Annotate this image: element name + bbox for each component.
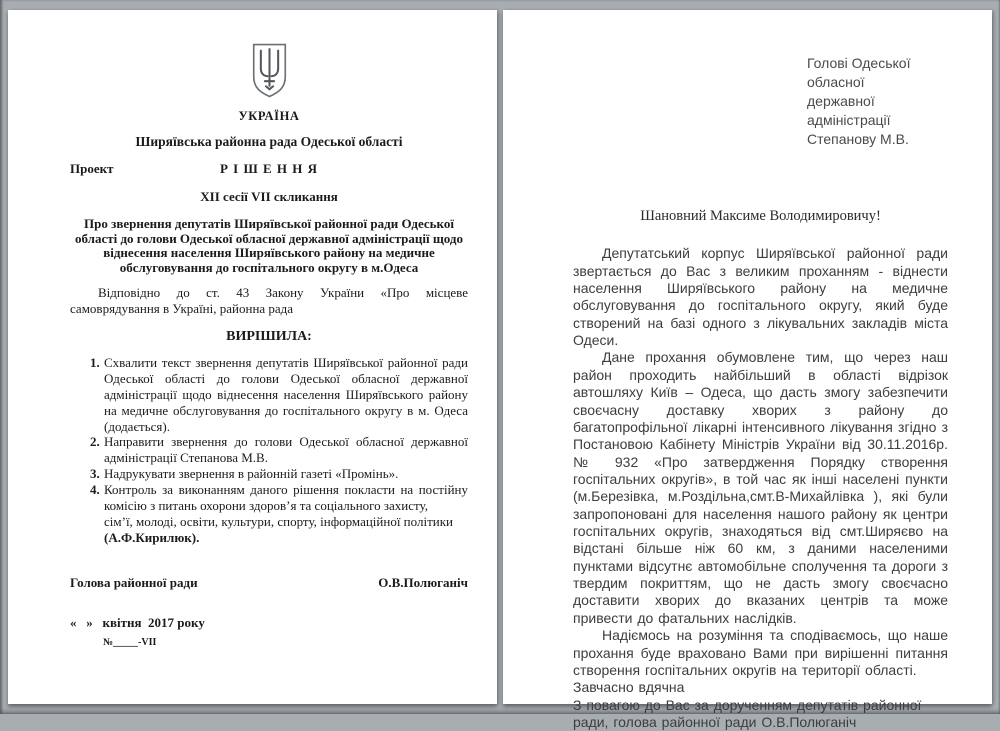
right-page-content [503, 10, 992, 731]
letter-body [573, 245, 948, 731]
session-heading: XII сесії VII скликання [200, 189, 338, 204]
closing-line: Завчасно вдячна [573, 679, 685, 696]
council-heading: Ширяївська районна рада Одеської області [135, 133, 403, 149]
list-item: 2. Направити звернення до голови Одеської обласної державної адміністрації Степанова М.В. [103, 434, 468, 466]
resolved-heading: ВИРІШИЛА: [226, 328, 312, 344]
list-item: 1. Схвалити текст звернення депутатів Ширяївської районної ради Одеської області до голови Одеської обласної державної адміністрації щодо віднесення населення Ширяївського району на медичне обслуговування до госпітального округу в м. Одеса (додається). [103, 355, 468, 434]
letter-paragraph: Дане прохання обумовлене тим, що через наш район проходить найбільший в області відрізок автошляху Київ – Одеса, що дасть змогу забезпечити своєчасну доставку хворих з району до багатопрофільної лікарні інтенсивного лікування згідно з Постановою Кабінету Міністрів України від 30.11.2016р. № 932 «Про затвердження Порядку створення госпітальних округів», в той час як інші населені пункти (м.Березівка, м.Роздільна,смт.В-Михайлівка ), які були запропоновані для населення нашого району як центри госпітальних округів, знаходяться від смт.Ширяєво на відстані більше ніж 60 км, з даними населеними пунктами відсутнє автомобільне сполучення та дороги з твердим покриттям, що не дасть змогу своєчасно доставити хворих до вказаних центрів та може привести до фатальних наслідків. [573, 349, 948, 626]
salutation-line: Шановний Максиме Володимировичу! [640, 208, 881, 225]
country-heading: УКРАЇНА [238, 109, 300, 124]
decision-heading: Р І Ш Е Н Н Я [219, 160, 319, 176]
left-page-content [8, 10, 497, 649]
decision-row [70, 161, 468, 177]
signature-position: Голова районної ради [70, 575, 198, 591]
signature-name: О.В.Полюганіч [378, 575, 468, 591]
letter-paragraph: Надіємось на розуміння та сподіваємось, що наше прохання буде враховано Вами при вирішенні питання створення госпітальних округів на території області. [573, 627, 948, 678]
emblem-wrap [70, 42, 468, 103]
resolution-list [70, 355, 468, 545]
closing-signature-line: З повагою до Вас за дорученням депутатів районної ради, голова районної ради О.В.Полюганіч [573, 696, 922, 730]
addressee-line: державної адміністрації [807, 93, 891, 129]
preamble-paragraph: Відповідно до ст. 43 Закону України «Про місцеве самоврядування в Україні, районна рада [70, 285, 468, 317]
addressee-line: Голові Одеської обласної [807, 55, 911, 91]
ukraine-trident-emblem-icon [251, 42, 288, 99]
signature-row [70, 575, 468, 591]
list-item: 3. Надрукувати звернення в районній газеті «Промінь». [103, 466, 468, 482]
list-item-continuation: сім’ї, молоді, освіти, культури, спорту, інформаційної політики [104, 513, 453, 529]
document-title: Про звернення депутатів Ширяївської районної ради Одеської області до голови Одеської обласної державної адміністрації щодо віднесення населення Ширяївського району на медичне обслуговування до госпітального округу в м.Одеса [74, 216, 464, 275]
document-number-line: №_____-VII [103, 636, 157, 648]
addressee-block [807, 54, 948, 149]
letter-paragraph: Депутатський корпус Ширяївської районної ради звертається до Вас з великим проханням - віднести населення Ширяївського району на медичне обслуговування до госпітального округу, який буде створений на базі одного з лікувальних закладів міста Одеси. [573, 245, 948, 349]
responsible-person: (А.Ф.Кирилюк). [104, 529, 200, 545]
list-item [103, 482, 468, 545]
date-line: « » квітня 2017 року [70, 614, 205, 630]
addressee-line: Степанову М.В. [807, 131, 909, 148]
draft-label: Проект [70, 160, 114, 176]
list-item-text: Контроль за виконанням даного рішення покласти на постійну комісію з питань охорони здоров’я та соціального захисту, [104, 482, 468, 513]
document-page-right [503, 10, 992, 730]
document-page-left [8, 10, 497, 704]
